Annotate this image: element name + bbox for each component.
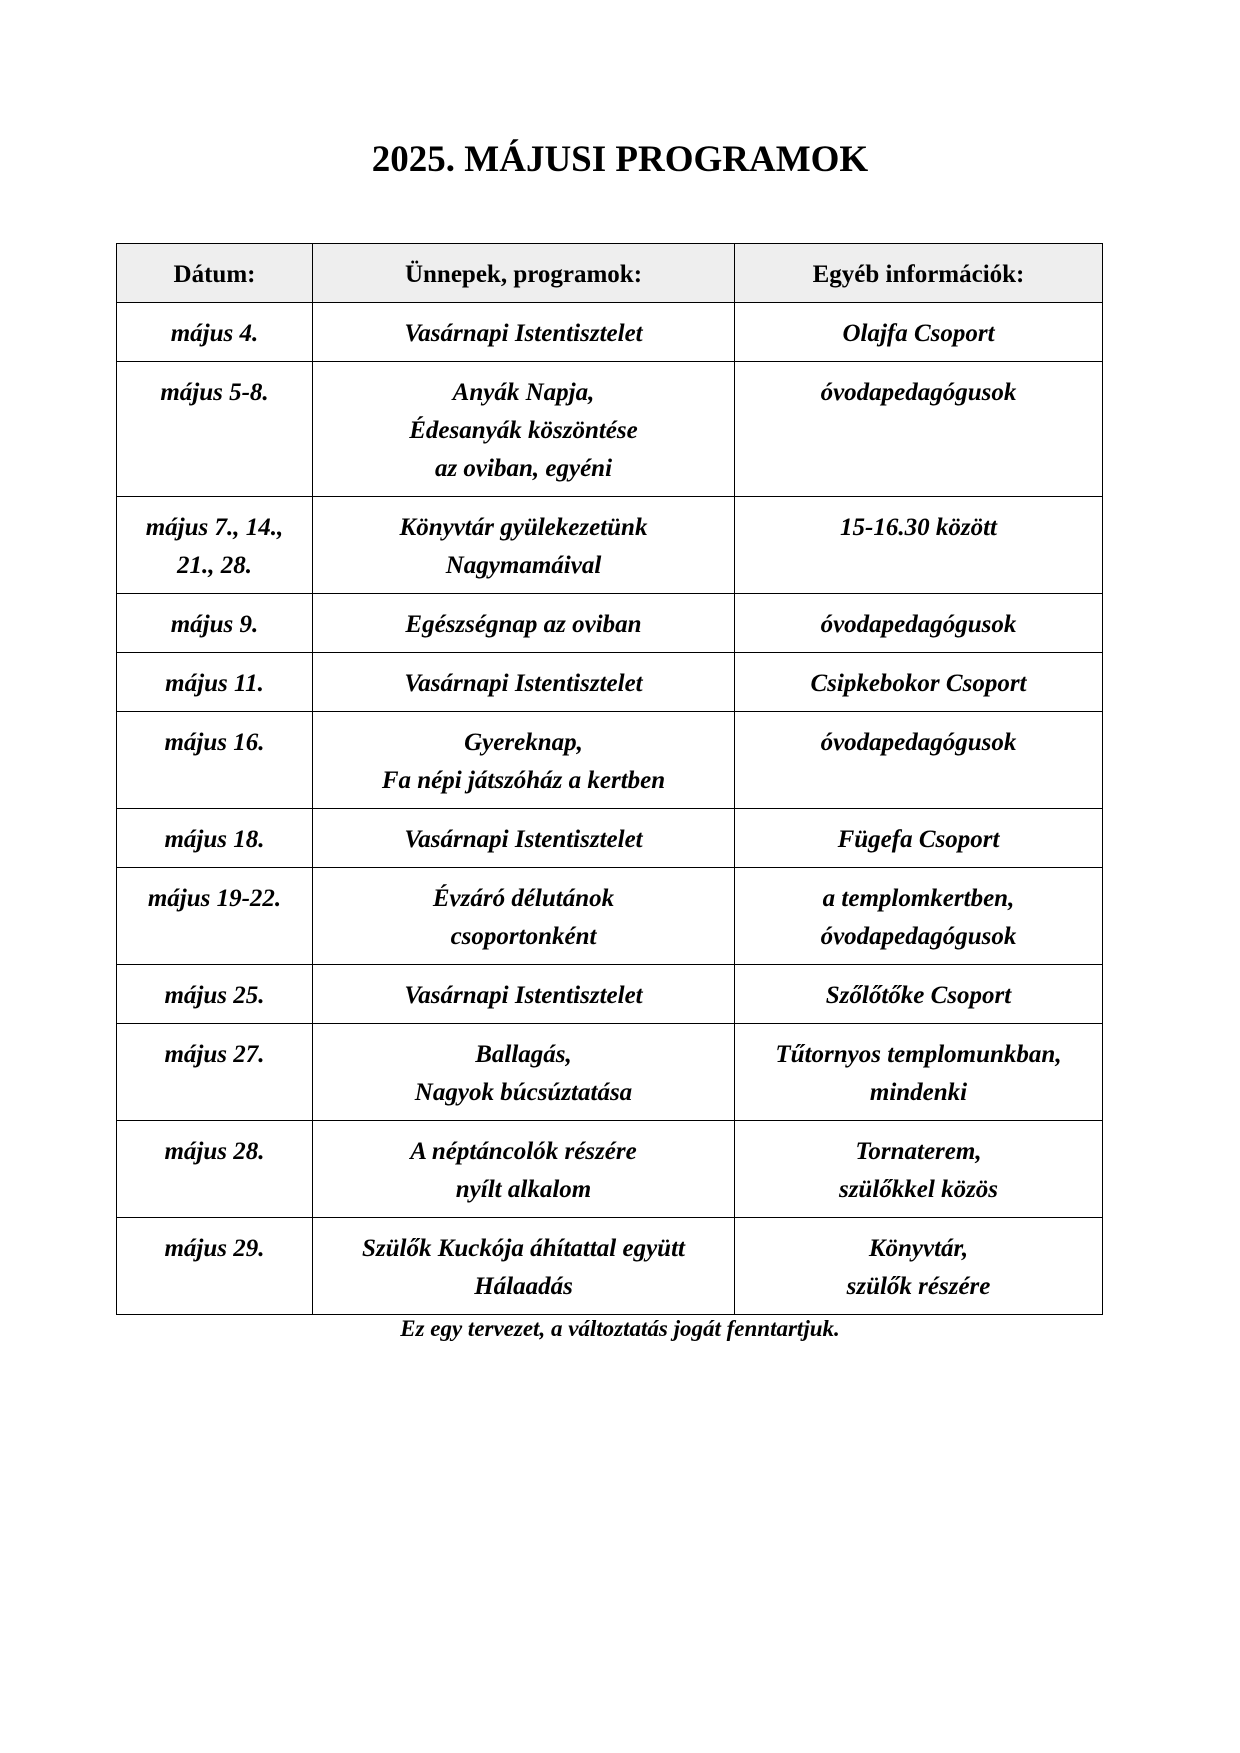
cell-info (735, 868, 1103, 965)
table-row (117, 497, 1103, 594)
table-body (117, 303, 1103, 1315)
cell-date-line: május 27. (164, 1041, 265, 1068)
cell-info-line: Tűtornyos templomunkban, (775, 1041, 1062, 1068)
table-row (117, 362, 1103, 497)
page-title: 2025. MÁJUSI PROGRAMOK (371, 139, 869, 180)
table-row (117, 594, 1103, 653)
cell-info (735, 1218, 1103, 1315)
table-row (117, 1218, 1103, 1315)
cell-date (117, 1024, 313, 1121)
cell-info-line: óvodapedagógusok (820, 729, 1017, 756)
cell-date-line: május 7., 14., (145, 514, 284, 541)
cell-program-line: Gyereknap, (464, 729, 583, 756)
table-row (117, 712, 1103, 809)
cell-info (735, 497, 1103, 594)
table-row (117, 1121, 1103, 1218)
cell-info (735, 1024, 1103, 1121)
cell-date (117, 497, 313, 594)
cell-program (313, 965, 735, 1024)
cell-info (735, 594, 1103, 653)
cell-info (735, 712, 1103, 809)
cell-info (735, 303, 1103, 362)
cell-program (313, 809, 735, 868)
cell-program-line: Fa népi játszóház a kertben (381, 767, 666, 794)
header-date: Dátum: (117, 244, 313, 303)
cell-date (117, 965, 313, 1024)
cell-program-line: Hálaadás (474, 1273, 573, 1300)
cell-program (313, 1218, 735, 1315)
cell-program-line: nyílt alkalom (455, 1176, 592, 1203)
cell-date (117, 868, 313, 965)
cell-info-line: Olajfa Csoport (842, 320, 995, 347)
cell-info-line: Csipkebokor Csoport (810, 670, 1027, 697)
table-row (117, 868, 1103, 965)
cell-program (313, 497, 735, 594)
cell-date-line: május 16. (164, 729, 265, 756)
cell-program (313, 712, 735, 809)
table-row (117, 303, 1103, 362)
cell-program-line: az oviban, egyéni (434, 455, 613, 482)
cell-info-line: óvodapedagógusok (820, 923, 1017, 950)
cell-info-line: Fügefa Csoport (837, 826, 1000, 853)
cell-program (313, 868, 735, 965)
cell-info-line: 15-16.30 között (840, 514, 997, 541)
table-row (117, 965, 1103, 1024)
cell-program-line: Ballagás, (475, 1041, 572, 1068)
cell-info-line: szülők részére (846, 1273, 991, 1300)
cell-program (313, 1024, 735, 1121)
cell-program-line: Évzáró délutánok (432, 885, 615, 912)
footnote: Ez egy tervezet, a változtatás jogát fenntartjuk. (400, 1316, 840, 1341)
cell-program-line: Vasárnapi Istentisztelet (404, 320, 643, 347)
cell-info-line: a templomkertben, (822, 885, 1015, 912)
cell-date (117, 362, 313, 497)
table-row (117, 653, 1103, 712)
header-other-info: Egyéb információk: (735, 244, 1103, 303)
cell-date (117, 1121, 313, 1218)
table-row (117, 809, 1103, 868)
cell-date-line: május 25. (164, 982, 265, 1009)
table-header-row (117, 244, 1103, 303)
cell-date-line: 21., 28. (177, 552, 252, 579)
cell-program-line: Vasárnapi Istentisztelet (404, 670, 643, 697)
cell-date (117, 1218, 313, 1315)
cell-date-line: május 11. (165, 670, 264, 697)
cell-program (313, 362, 735, 497)
cell-program (313, 594, 735, 653)
cell-program-line: Vasárnapi Istentisztelet (404, 982, 643, 1009)
cell-program (313, 303, 735, 362)
header-programs: Ünnepek, programok: (313, 244, 735, 303)
cell-program-line: A néptáncolók részére (410, 1138, 637, 1165)
cell-date (117, 653, 313, 712)
cell-program-line: Vasárnapi Istentisztelet (404, 826, 643, 853)
cell-date-line: május 5-8. (160, 379, 269, 406)
cell-program-line: Könyvtár gyülekezetünk (399, 514, 648, 541)
cell-info (735, 965, 1103, 1024)
cell-program-line: Anyák Napja, (452, 379, 595, 406)
cell-program (313, 1121, 735, 1218)
cell-info-line: óvodapedagógusok (820, 379, 1017, 406)
cell-info (735, 653, 1103, 712)
cell-date-line: május 9. (170, 611, 259, 638)
cell-info-line: mindenki (869, 1079, 968, 1106)
program-table (116, 243, 1103, 1315)
cell-info-line: Szőlőtőke Csoport (825, 982, 1012, 1009)
table-row (117, 1024, 1103, 1121)
cell-info (735, 1121, 1103, 1218)
cell-info (735, 362, 1103, 497)
cell-date (117, 809, 313, 868)
cell-info-line: Tornaterem, (855, 1138, 982, 1165)
cell-info-line: óvodapedagógusok (820, 611, 1017, 638)
cell-program-line: csoportonként (450, 923, 597, 950)
cell-date-line: május 19-22. (147, 885, 282, 912)
cell-date (117, 594, 313, 653)
cell-date-line: május 28. (164, 1138, 265, 1165)
cell-date (117, 712, 313, 809)
cell-date-line: május 18. (164, 826, 265, 853)
cell-date (117, 303, 313, 362)
cell-program-line: Nagyok búcsúztatása (414, 1079, 633, 1106)
cell-date-line: május 29. (164, 1235, 265, 1262)
cell-program-line: Nagymamáival (445, 552, 602, 579)
cell-program (313, 653, 735, 712)
cell-program-line: Szülők Kuckója áhítattal együtt (362, 1235, 685, 1262)
cell-program-line: Édesanyák köszöntése (409, 417, 638, 444)
cell-program-line: Egészségnap az oviban (405, 611, 642, 638)
cell-date-line: május 4. (170, 320, 259, 347)
cell-info-line: szülőkkel közös (838, 1176, 999, 1203)
cell-info (735, 809, 1103, 868)
cell-info-line: Könyvtár, (868, 1235, 969, 1262)
